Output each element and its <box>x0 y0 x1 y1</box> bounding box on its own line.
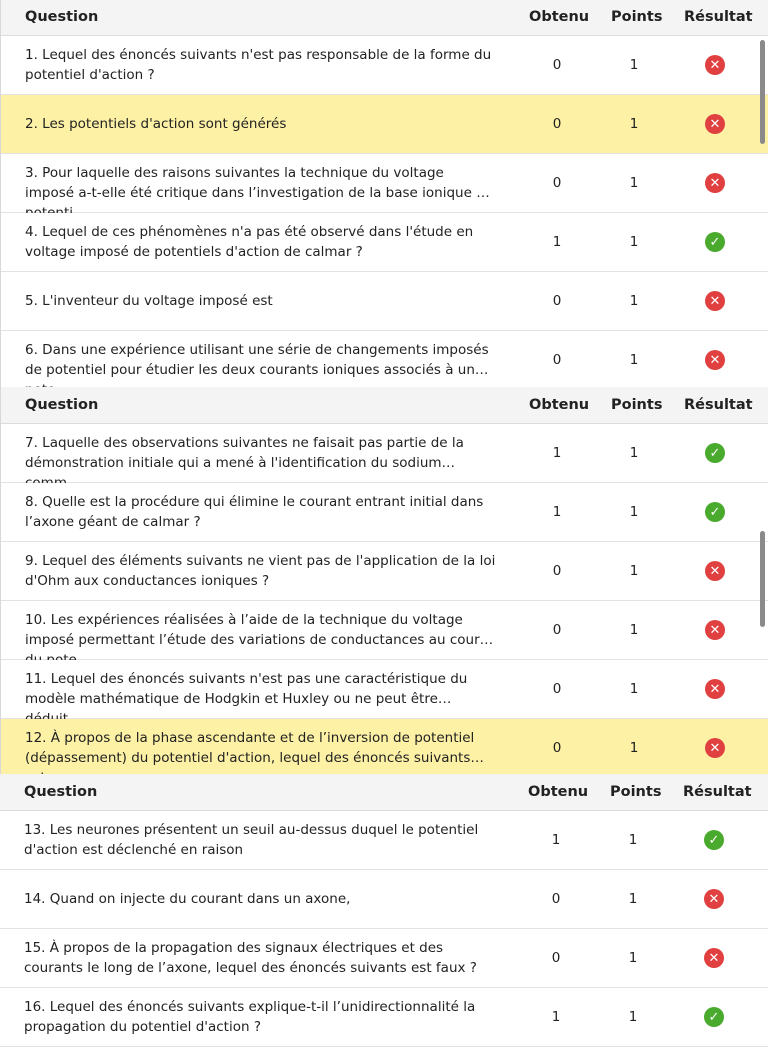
points-value: 1 <box>628 950 638 966</box>
header-obtained: Obtenu <box>529 397 590 413</box>
question-text: 11. Lequel des énoncés suivants n'est pas une caractéristique du modèle mathématique de Hodgkin et Huxley ou ne peut être <box>25 671 468 707</box>
check-icon: ✓ <box>704 1007 724 1027</box>
obtained-score: 1 <box>552 504 562 520</box>
table-row[interactable] <box>1 601 768 660</box>
points-value: 1 <box>629 622 639 638</box>
header-points: Points <box>611 9 663 25</box>
points-value: 1 <box>629 352 639 368</box>
question-text: 9. Lequel des éléments suivants ne vient pas de l'application de la loi d'Ohm aux conductances ioniques ? <box>25 553 496 589</box>
header-question: Question <box>25 9 99 25</box>
points-value: 1 <box>629 681 639 697</box>
header-result: Résultat <box>684 9 753 25</box>
results-panel-2 <box>0 387 768 774</box>
x-icon: ✕ <box>705 55 725 75</box>
points-value: 1 <box>629 57 639 73</box>
check-icon: ✓ <box>705 232 725 252</box>
question-text: 15. À propos de la propagation des signaux électriques et des courants le long de l’axone, lequel des énoncés suivants est faux ? <box>24 940 477 976</box>
x-icon: ✕ <box>705 561 725 581</box>
scrollbar-thumb[interactable] <box>760 531 765 627</box>
points-value: 1 <box>629 234 639 250</box>
x-icon: ✕ <box>705 173 725 193</box>
table-row[interactable] <box>0 811 768 870</box>
obtained-score: 0 <box>552 740 562 756</box>
header-result: Résultat <box>683 784 752 800</box>
check-icon: ✓ <box>705 443 725 463</box>
obtained-score: 1 <box>552 445 562 461</box>
obtained-score: 1 <box>551 1009 561 1025</box>
scrollbar-thumb[interactable] <box>760 40 765 144</box>
points-value: 1 <box>629 563 639 579</box>
x-icon: ✕ <box>705 679 725 699</box>
obtained-score: 0 <box>552 681 562 697</box>
check-icon: ✓ <box>705 502 725 522</box>
table-row[interactable] <box>1 95 768 154</box>
question-text: 8. Quelle est la procédure qui élimine le courant entrant initial dans l’axone géant de calmar ? <box>25 494 484 530</box>
obtained-score: 0 <box>552 622 562 638</box>
obtained-score: 0 <box>551 891 561 907</box>
x-icon: ✕ <box>704 948 724 968</box>
obtained-score: 0 <box>552 175 562 191</box>
obtained-score: 0 <box>551 950 561 966</box>
obtained-score: 0 <box>552 352 562 368</box>
table-row[interactable] <box>1 154 768 213</box>
obtained-score: 0 <box>552 57 562 73</box>
question-text: 13. Les neurones présentent un seuil au-dessus duquel le potentiel d'action est déclenché en raison <box>24 822 479 858</box>
question-text: 10. Les expériences réalisées à l’aide de la technique du voltage imposé permettant l’étude des variations de conductances au cours <box>25 612 487 648</box>
results-panel-1 <box>0 0 768 387</box>
question-text: 16. Lequel des énoncés suivants explique-t-il l’unidirectionnalité la propagation du potentiel d'action ? <box>24 999 476 1035</box>
table-header <box>1 0 768 36</box>
points-value: 1 <box>629 445 639 461</box>
question-text: 1. Lequel des énoncés suivants n'est pas responsable de la forme du potentiel d'action ? <box>25 47 492 83</box>
points-value: 1 <box>629 740 639 756</box>
question-text: 3. Pour laquelle des raisons suivantes la technique du voltage imposé a-t-elle été critique dans l’investigation de la base ionique du <box>25 165 494 201</box>
points-value: 1 <box>628 1009 638 1025</box>
obtained-score: 1 <box>552 234 562 250</box>
obtained-score: 0 <box>552 293 562 309</box>
question-text: 6. Dans une expérience utilisant une série de changements imposés de potentiel pour étudier les deux courants ioniques associés à un <box>25 342 489 378</box>
table-row[interactable] <box>1 331 768 390</box>
x-icon: ✕ <box>705 620 725 640</box>
table-row[interactable] <box>1 36 768 95</box>
header-question: Question <box>24 784 98 800</box>
table-row[interactable] <box>1 424 768 483</box>
header-obtained: Obtenu <box>529 9 590 25</box>
table-row[interactable] <box>1 719 768 778</box>
obtained-score: 0 <box>552 563 562 579</box>
header-result: Résultat <box>684 397 753 413</box>
table-header <box>0 774 768 811</box>
table-header <box>1 387 768 424</box>
question-text: 7. Laquelle des observations suivantes ne faisait pas partie de la démonstration initiale qui a mené à l'identification du sodium <box>25 435 464 471</box>
table-body <box>1 424 768 778</box>
results-panel-3 <box>0 774 768 1035</box>
question-text: 14. Quand on injecte du courant dans un axone, <box>24 891 351 907</box>
header-obtained: Obtenu <box>528 784 589 800</box>
x-icon: ✕ <box>705 291 725 311</box>
header-points: Points <box>610 784 662 800</box>
points-value: 1 <box>629 175 639 191</box>
question-text: 2. Les potentiels d'action sont générés <box>25 116 287 132</box>
table-row[interactable] <box>0 988 768 1047</box>
question-text: 12. À propos de la phase ascendante et de l’inversion de potentiel (dépassement) du potentiel d'action, lequel des énoncés suivants <box>25 730 475 766</box>
x-icon: ✕ <box>705 738 725 758</box>
table-row[interactable] <box>1 483 768 542</box>
obtained-score: 0 <box>552 116 562 132</box>
table-row[interactable] <box>1 272 768 331</box>
points-value: 1 <box>628 891 638 907</box>
points-value: 1 <box>629 504 639 520</box>
table-row[interactable] <box>0 870 768 929</box>
table-body <box>0 811 768 1047</box>
x-icon: ✕ <box>705 350 725 370</box>
table-row[interactable] <box>0 929 768 988</box>
points-value: 1 <box>628 832 638 848</box>
header-points: Points <box>611 397 663 413</box>
obtained-score: 1 <box>551 832 561 848</box>
table-body <box>1 36 768 390</box>
table-row[interactable] <box>1 213 768 272</box>
header-question: Question <box>25 397 99 413</box>
check-icon: ✓ <box>704 830 724 850</box>
x-icon: ✕ <box>704 889 724 909</box>
question-text: 5. L'inventeur du voltage imposé est <box>25 293 273 309</box>
points-value: 1 <box>629 293 639 309</box>
points-value: 1 <box>629 116 639 132</box>
question-text: 4. Lequel de ces phénomènes n'a pas été observé dans l'étude en voltage imposé de potentiels d'action de calmar ? <box>25 224 474 260</box>
x-icon: ✕ <box>705 114 725 134</box>
table-row[interactable] <box>1 542 768 601</box>
table-row[interactable] <box>1 660 768 719</box>
